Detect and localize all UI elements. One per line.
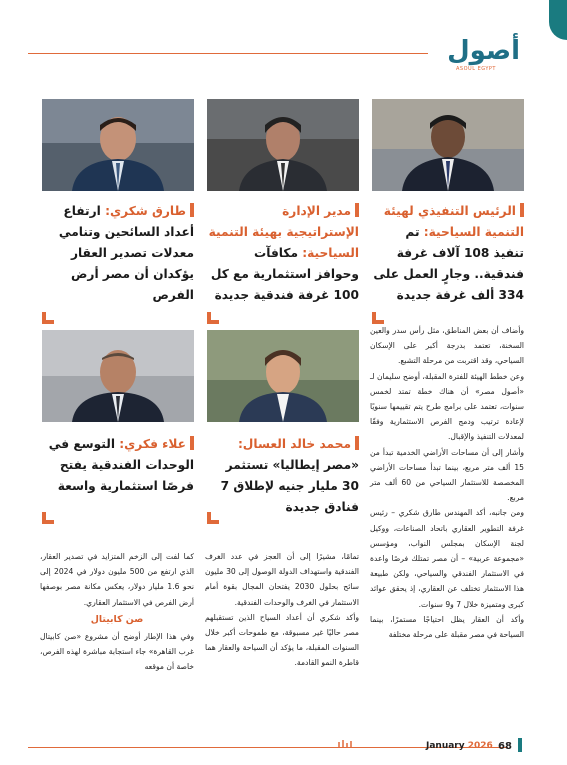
issue-year: 2026 bbox=[467, 741, 493, 751]
headline-1 bbox=[372, 201, 524, 306]
headline-marker bbox=[190, 203, 194, 217]
photo-strategy-director bbox=[207, 99, 359, 191]
photo-tarek-shokry bbox=[42, 99, 194, 191]
headline-marker bbox=[190, 436, 194, 450]
headline-2-lead: مدير الإدارة الإستراتيجية بهيئة التنمية السياحية: bbox=[208, 204, 359, 260]
page-marker bbox=[518, 738, 522, 752]
end-mark bbox=[207, 312, 219, 324]
photo-tourism-authority-ceo bbox=[372, 99, 524, 191]
paragraph: وفي هذا الإطار أوضح أن مشروع «صن كابيتال غرب القاهرة» جاء استجابة مباشرة لهذه الفرص، خاصة أن موقعه bbox=[40, 631, 194, 672]
issue-month: January bbox=[426, 741, 465, 751]
headline-5 bbox=[42, 434, 194, 497]
end-mark bbox=[207, 512, 219, 524]
paragraph: وأكد أن العقار يظل احتياجًا مستمرًا، بينما السياحة في مصر مقبلة على مرحلة مختلفة bbox=[370, 614, 524, 640]
headline-4-lead: محمد خالد العسال: bbox=[237, 437, 351, 451]
photo-alaa-fekry bbox=[42, 330, 194, 422]
paragraph: وأكد شكري أن أعداد السياح الذين تستقبلهم مصر حاليًا غير مسبوقة، مع طموحات أكبر خلال السنوات المقبلة، ما يؤكد أن السياحة والعقار هما قاطرة النمو القادمة. bbox=[205, 612, 359, 668]
column-left bbox=[40, 549, 194, 674]
paragraph: كما لفت إلى الزخم المتزايد في تصدير العقار، الذي ارتفع من 500 مليون دولار في 2024 إلى نحو 1.6 مليار دولار، يعكس مكانة مصر بوصفها أرض الفرص في الاستثمار العقاري. bbox=[40, 552, 194, 607]
header-rule bbox=[28, 53, 428, 54]
headline-5-lead: علاء فكري: bbox=[119, 437, 186, 451]
paragraph: وأضاف أن بعض المناطق، مثل رأس سدر والعين السخنة، تعتمد بدرجة أكبر على الإسكان السياحي، وقد اقتربت من مرحلة التشبع. bbox=[370, 326, 524, 366]
paragraph: تمامًا، مشيرًا إلى أن العجز في عدد الغرف الفندقية واستهداف الدولة الوصول إلى 30 مليون سائح بحلول 2030 يفتحان المجال بقوة أمام الاستثمار في الغرف والوحدات الفندقية. bbox=[205, 552, 360, 607]
paragraph: وأشار إلى أن مساحات الأراضي الخدمية تبدأ من 15 ألف متر مربع، بينما تبدأ مساحات الأراضي المخصصة للاستثمار السياحي من 60 ألف متر مربع. bbox=[370, 447, 524, 503]
paragraph: ومن جانبه، أكد المهندس طارق شكري – رئيس غرفة التطوير العقاري باتحاد الصناعات، ووكيل لجنة الإسكان بمجلس النواب، ومؤسس «مجموعة عربية» – أن مصر تمتلك فرصًا واعدة في الاستثمار الفندقي والسياحي، ولكن طبيعة هذا الاستثمار تختلف عن العقاري، إذ يحقق عوائد كبرى ومتميزة خلال 7 و9 سنوات. bbox=[370, 508, 524, 609]
section-subhead: صن كابيتال bbox=[90, 613, 144, 625]
photo-mohamed-khaled-elassal bbox=[207, 330, 359, 422]
end-mark bbox=[42, 512, 54, 524]
headline-3-rest: ارتفاع أعداد السائحين وتنامي معدلات تصدير العقار يؤكدان أن مصر أرض الفرص bbox=[58, 204, 194, 302]
issue-date bbox=[426, 741, 493, 751]
logo-subtext: ASOUL EGYPT bbox=[456, 66, 496, 72]
headline-1-rest: تم تنفيذ 108 آلاف غرفة فندقية.. وجارٍ العمل على 334 ألف غرفة جديدة bbox=[373, 225, 524, 302]
logo-wordmark: أصول bbox=[447, 36, 520, 66]
column-right bbox=[370, 323, 524, 642]
corner-tab bbox=[549, 0, 567, 40]
headline-5-rest: التوسع في الوحدات الفندقية يفتح فرصًا استثمارية واسعة bbox=[48, 437, 194, 493]
headline-marker bbox=[355, 436, 359, 450]
headline-1-lead: الرئيس التنفيذي لهيئة التنمية السياحية: bbox=[383, 204, 524, 239]
headline-2-rest: مكافآت وحوافز استثمارية مع كل 100 غرفة فندقية جديدة bbox=[210, 246, 359, 302]
footer-logo-icon bbox=[337, 738, 353, 750]
end-mark bbox=[42, 312, 54, 324]
headline-3 bbox=[42, 201, 194, 306]
paragraph: وعن خطط الهيئة للفترة المقبلة، أوضح سليمان لـ «أصول مصر» أن هناك خطة تمتد لخمس سنوات، تعتمد على برامج طرح يتم تقييمها سنويًا لإعادة ترتيب ودمج الفرص الاستثمارية وفقًا لمعدلات التنفيذ والإقبال. bbox=[370, 371, 524, 442]
headline-4-rest: «مصر إيطاليا» تستثمر 30 مليار جنيه لإطلاق 7 فنادق جديدة bbox=[220, 458, 359, 514]
page-number: 68 bbox=[498, 741, 512, 752]
headline-marker bbox=[355, 203, 359, 217]
headline-marker bbox=[520, 203, 524, 217]
headline-3-lead: طارق شكري: bbox=[105, 204, 186, 218]
magazine-logo bbox=[438, 36, 520, 74]
headline-2 bbox=[207, 201, 359, 306]
headline-4 bbox=[207, 434, 359, 518]
column-middle bbox=[205, 549, 359, 671]
